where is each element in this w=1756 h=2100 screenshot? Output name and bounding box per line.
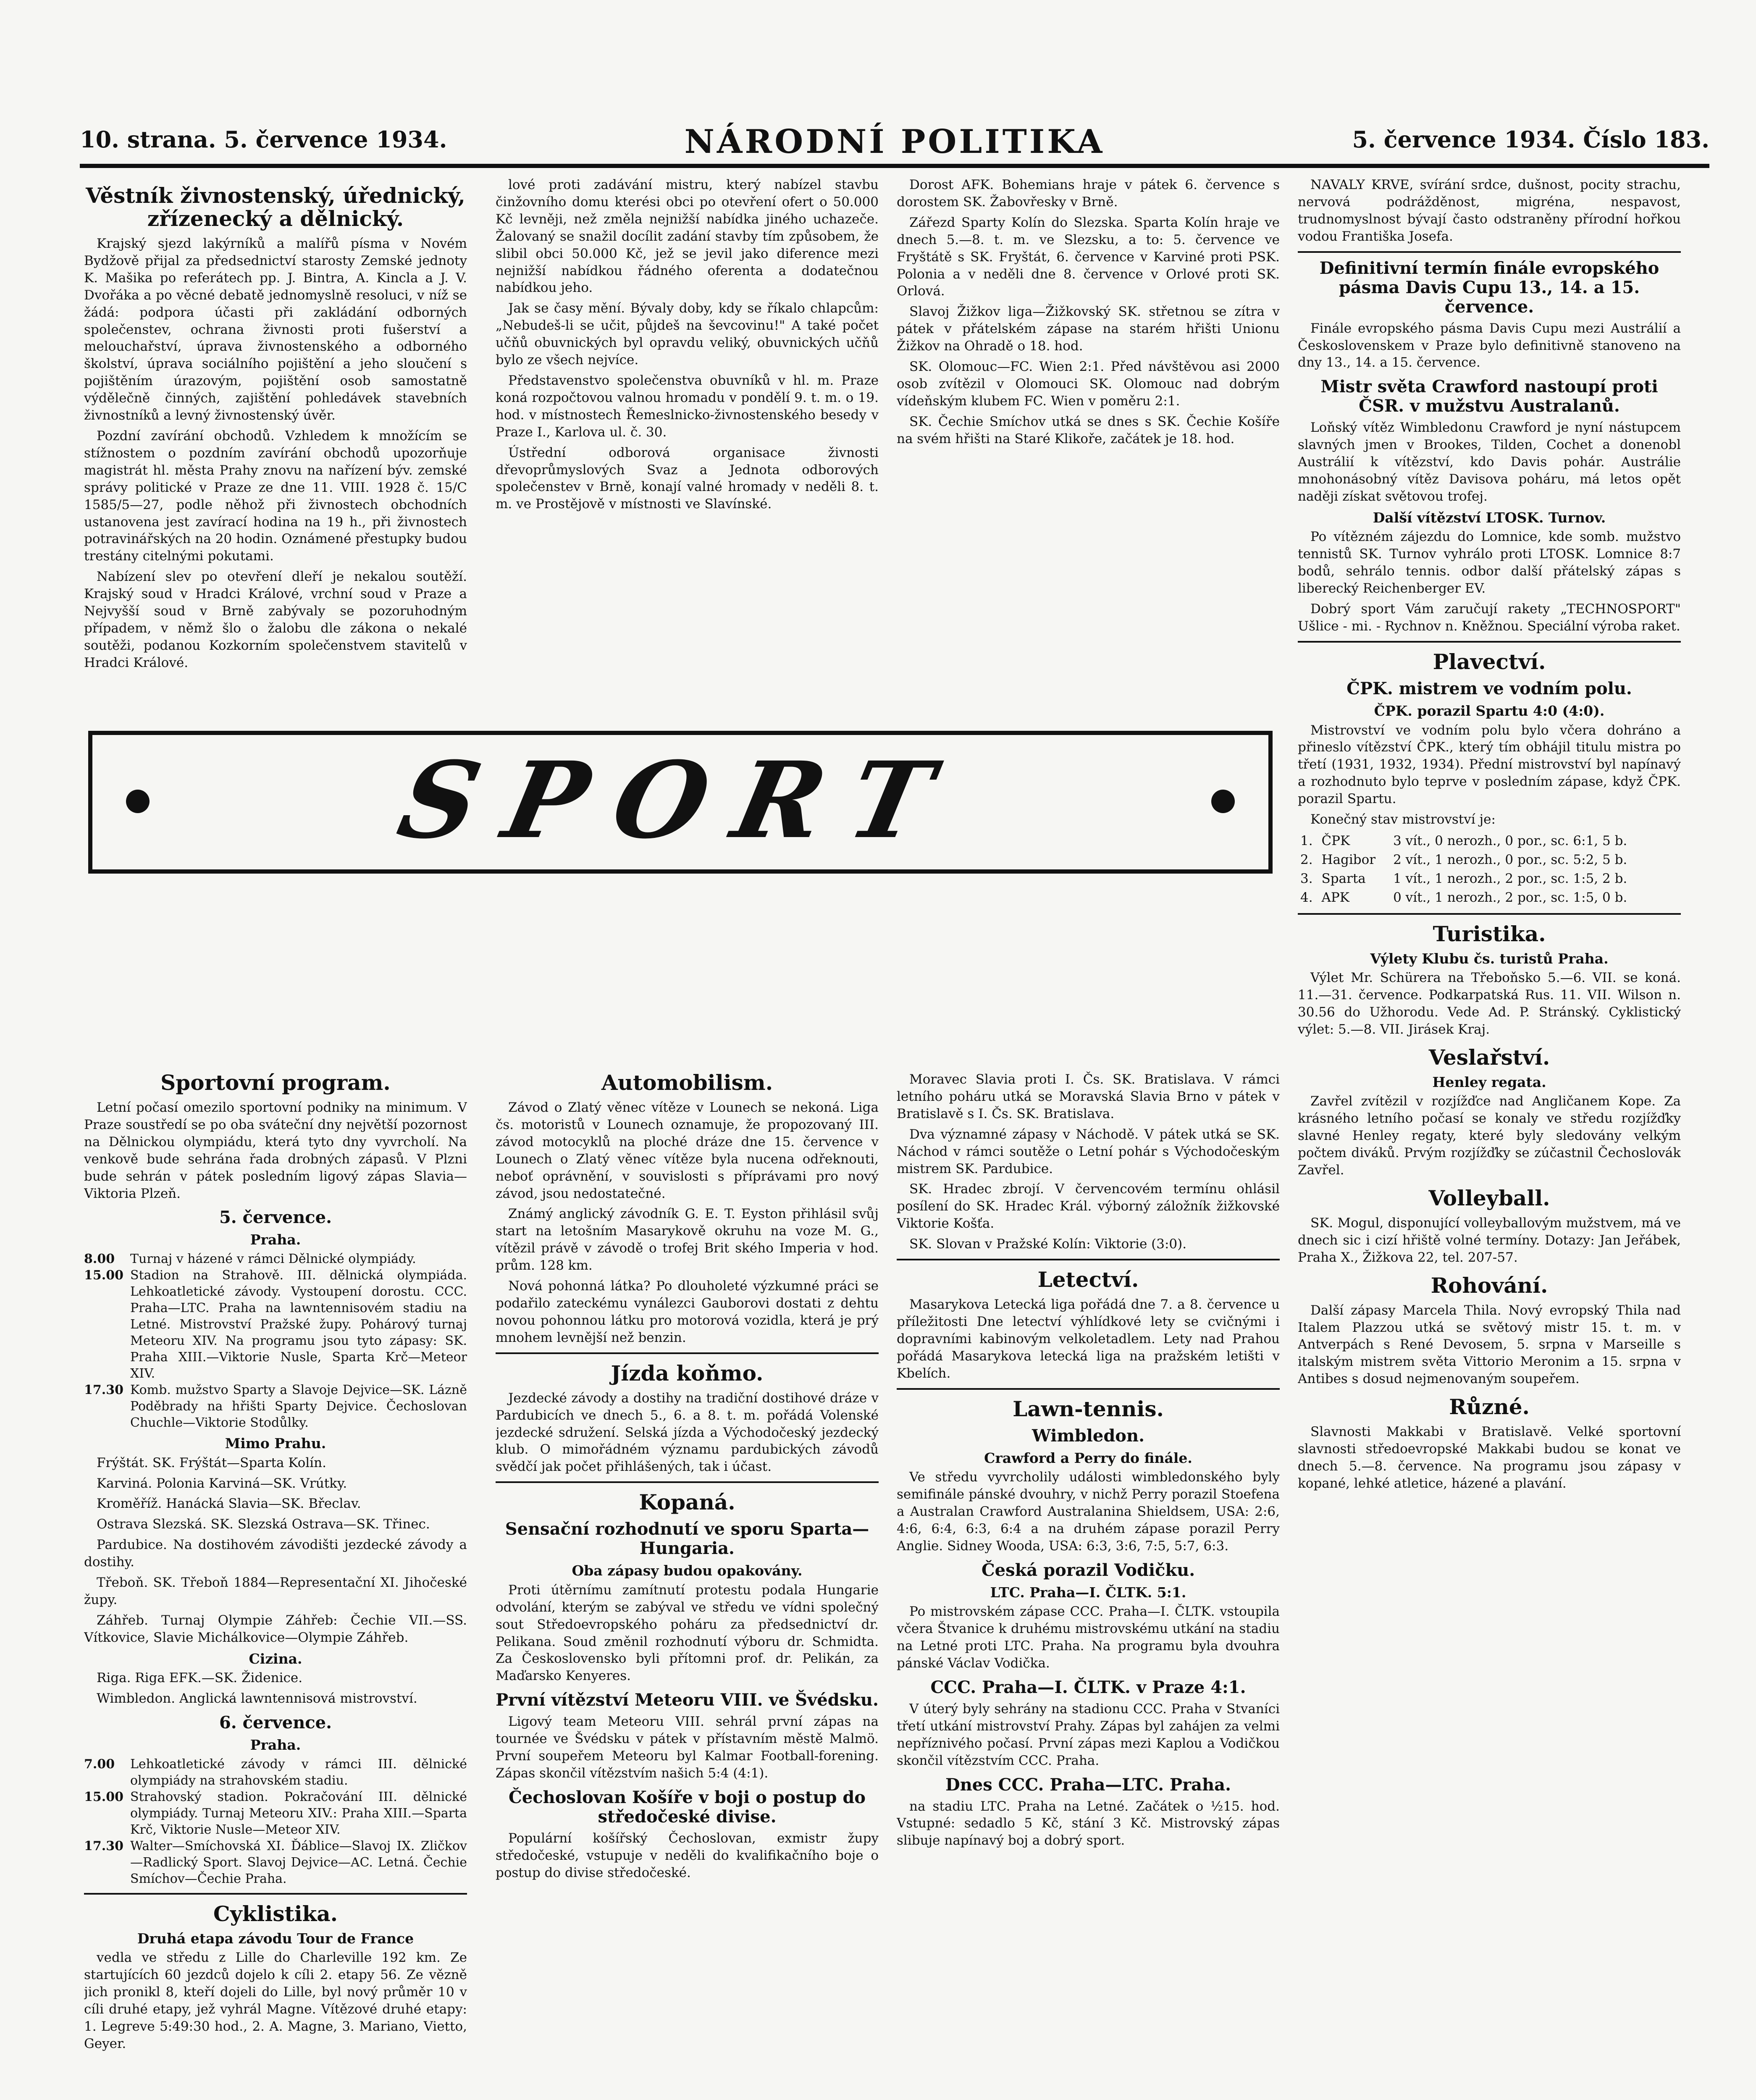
- sport-program-intro: Letní počasí omezilo sportovní podniky na minimum. V Praze soustředí se po oba sváteční dny největší pozornost na Dělnickou olympiádu, která tyto dny vyvrcholí. Na venkově bude sehrána řada drobných zápasů. V Plzni bude sehrán v pátek posledním ligový zápas Slavia—Viktoria Plzeň.: [84, 1100, 467, 1201]
- riding-text: Jezdecké závody a dostihy na tradiční dostihové dráze v Pardubicích ve dnech 5., 6. a 8. t. m. pořádá Volenské jezdecké sdružení. Selská jízda a Východočeský jezdecký klub. O mimořádném významu pardubických závodů svědčí jak počet přihlášených, tak i účast.: [496, 1390, 879, 1475]
- riding-title: Jízda koňmo.: [611, 1360, 764, 1386]
- trade-bulletin: [84, 176, 467, 727]
- football-item: SK. Hradec zbrojí. V červencovém termínu ohlásil posílení do SK. Hradec Král. výborný záložník žižkovské Viktorie Košťa.: [897, 1181, 1280, 1231]
- cycling-text: vedla ve středu z Lille do Charleville 192 km. Ze startujících 60 jezdců dojelo k cíli 2. etapy 56. Ze vězně jich pronikl 8, kteří dojeli do Lille, byl nový průměr 10 v cíli druhé etapy, jež vyhrál Magne. Vítězové druhé etapy: 1. Legreve 5:49:30 hod., 2. A. Magne, 3. Mariano, Vietto, Geyer.: [84, 1950, 467, 2051]
- technosport-advert: Dobrý sport Vám zaručují rakety „TECHNOSPORT" Ušlice - mi. - Rychnov n. Kněžnou. Speciální výroba raket.: [1298, 601, 1681, 634]
- football-news: [897, 176, 1280, 727]
- trade-item: Jak se časy mění. Bývaly doby, kdy se říkalo chlapcům: „Nebudeš-li se učit, půjdeš na ševcovinu!" A také počet učňů obuvnických byl opravdu veliký, obuvnických učňů bylo ze všech nejvíce.: [496, 301, 879, 368]
- boxing-text: Další zápasy Marcela Thila. Nový evropský Thila nad Italem Plazzou utká se světový mistr 15. t. m. v Antverpách s René Devosem, 5. srpna v Marseille s italským mistrem světa Vittorio Meronim a 15. srpna v Antibes s dosud nejmenovaným soupeřem.: [1298, 1302, 1681, 1387]
- table-row: 3. Sparta 1 vít., 1 nerozh., 2 por., sc. 1:5, 2 b.: [1300, 871, 1627, 886]
- meteor-title: První vítězství Meteoru VIII. ve Švédsku.: [496, 1690, 879, 1710]
- divider: [897, 1259, 1280, 1260]
- sport-program: [84, 1071, 467, 2053]
- kosire-text: Populární košířský Čechoslovan, exmistr župy středočeské, vstupuje v neděli do kvalifikačního boje o postup do divise středočeské.: [496, 1830, 879, 1880]
- tennis-title: Lawn-tennis.: [1013, 1396, 1164, 1421]
- city-heading: Praha.: [250, 1737, 301, 1754]
- advert-text: NAVALY KRVE, svírání srdce, dušnost, pocity strachu, nervová podrážděnost, migréna, nespavost, trudnomyslnost bývají často odstraněny přírodní hořkou vodou Františka Josefa.: [1298, 177, 1681, 244]
- tourism-text: Výlet Mr. Schürera na Třeboňsko 5.—6. VII. se koná. 11.—31. července. Podkarpatská Rus. 11. VII. Wilson n. 30.56 do Užhorodu. Vede Ad. P. Stránský. Cyklistický výlet: 5.—8. VII. Jirásek Kraj.: [1298, 970, 1681, 1037]
- standings-table: [1298, 832, 1681, 907]
- column-3-sport: [897, 1071, 1280, 1849]
- divider: [496, 1352, 879, 1354]
- auto-item: Nová pohonná látka? Po dlouholeté výzkumné práci se podařilo zateckému vynálezci Gauborovi dostati z dehtu novou pohonnou látku pro motorová vozidla, která je prý mnohem levnější než benzin.: [496, 1278, 879, 1345]
- trade-item: Ústřední odborová organisace živnosti dřevoprůmyslových Svaz a Jednota odborových společenstev v Brně, konají valné hromady v neděli 8. t. m. ve Prostějově v místnosti ve Slavínské.: [496, 445, 879, 512]
- football-subtitle: Sensační rozhodnutí ve sporu Sparta—Hungaria.: [505, 1519, 869, 1559]
- schedule-row: 7.00 Lehkoatletické závody v rámci III. dělnické olympiády na strahovském stadiu.: [84, 1756, 467, 1788]
- schedule-row: 15.00 Strahovský stadion. Pokračování III. dělnické olympiády. Turnaj Meteoru XIV.: Praha XIII.—Sparta Krč, Viktorie Nusle—Meteor XIV.: [84, 1789, 467, 1837]
- outside-heading: Mimo Prahu.: [225, 1435, 326, 1452]
- misc-text: Slavnosti Makkabi v Bratislavě. Velké sportovní slavnosti středoevropské Makkabi budou se konat ve dnech 5.—8. července. Na programu jsou zápasy v kopané, lehké atletice, házené a plavání.: [1298, 1424, 1681, 1491]
- football-item: Moravec Slavia proti I. Čs. SK. Bratislava. V rámci letního poháru utká se Moravská Slavia Brno v pátek v Bratislavě s I. Čs. SK. Bratislava.: [897, 1072, 1280, 1121]
- cesko-text: Po mistrovském zápase CCC. Praha—I. ČLTK. vstoupila včera Štvanice k druhému mistrovskému utkání na stadiu na Letné proti LTC. Praha. Na programu byla dvouhra pánské Václav Vodička.: [897, 1604, 1280, 1671]
- cesko-subtitle: LTC. Praha—I. ČLTK. 5:1.: [990, 1584, 1186, 1601]
- football-title: Kopaná.: [639, 1490, 735, 1515]
- outside-item: Ostrava Slezská. SK. Slezská Ostrava—SK. Třinec.: [97, 1517, 430, 1532]
- dnes-title: Dnes CCC. Praha—LTC. Praha.: [945, 1774, 1231, 1795]
- day-heading: 5. července.: [219, 1208, 332, 1228]
- table-row: 4. APK 0 vít., 1 nerozh., 2 por., sc. 1:5, 0 b.: [1300, 890, 1627, 905]
- volleyball-text: SK. Mogul, disponující volleyballovým mužstvem, má ve dnech sic i cizí hřiště volné termíny. Dotazy: Jan Jeřábek, Praha X., Žižkova 22, tel. 207-57.: [1298, 1215, 1681, 1265]
- trade-item: Pozdní zavírání obchodů. Vzhledem k množícím se stížnostem o pozdním zavírání obchodů upozorňuje magistrát hl. města Prahy znovu na nařízení býv. zemské správy politické v Praze ze dne 11. VIII. 1928 č. 15/C 1585/5—27, podle něhož při živnostech obchodních ustanovena jest zavírací hodina na 19 h., při živnostech potravinářských na 20 hodin. Oznámené přestupky budou trestány citelnými pokutami.: [84, 428, 467, 564]
- divider: [1298, 913, 1681, 915]
- table-row: 2. Hagibor 2 vít., 1 nerozh., 0 por., sc. 5:2, 5 b.: [1300, 852, 1627, 867]
- outside-item: Frýštát. SK. Frýštát—Sparta Kolín.: [97, 1455, 326, 1470]
- day-heading: 6. července.: [219, 1713, 332, 1733]
- banner-dot-right: [1211, 790, 1235, 813]
- football-item: SK. Slovan v Pražské Kolín: Viktorie (3:0).: [909, 1236, 1187, 1252]
- auto-title: Automobilism.: [601, 1070, 773, 1095]
- abroad-item: Wimbledon. Anglická lawntennisová mistrovství.: [97, 1691, 417, 1706]
- davis-title: Definitivní termín finále evropského pásma Davis Cupu 13., 14. a 15. července.: [1319, 258, 1659, 317]
- abroad-heading: Cizina.: [249, 1650, 302, 1667]
- newspaper-title: NÁRODNÍ POLITIKA: [684, 123, 1105, 161]
- wimbledon-text: Ve středu vyvrcholily události wimbledonského byly semifinále pánské dvouhry, v nichž Perry porazil Stoefena a Australan Crawford Australanina Shieldsem, USA: 2:6, 4:6, 6:4, 6:3, 6:4 a na druhém zápase porazil Perry Anglie. Sidney Wooda, USA: 6:3, 3:6, 7:5, 5:7, 6:3.: [897, 1470, 1280, 1554]
- page-date-left: 10. strana. 5. července 1934.: [80, 126, 447, 153]
- trade-item: Nabízení slev po otevření dleří je nekalou soutěží. Krajský soud v Hradci Králové, vrchní soud v Praze a Nejvyšší soud v Brně zabývaly se pozoruhodným případem, v němž šlo o žalobu dle zákona o nekalé soutěži, podanou Kozkorním společenstvem stavitelů v Hradci Králové.: [84, 569, 467, 670]
- football-item: SK. Čechie Smíchov utká se dnes s SK. Čechie Košíře na svém hřišti na Staré Klikoře, začátek je 18. hod.: [897, 414, 1280, 446]
- divider: [84, 1893, 467, 1895]
- football-item: Zářezd Sparty Kolín do Slezska. Sparta Kolín hraje ve dnech 5.—8. t. m. ve Slezsku, a to: 5. července ve Fryštátě s SK. Fryštát, 6. července v Karviné proti PSK. Polonia a v neděli dne 8. července v Orlové proti SK. Orlová.: [897, 215, 1280, 299]
- sport-banner-word: SPORT: [388, 738, 972, 862]
- swimming-title: Plavectví.: [1433, 649, 1546, 674]
- trade-item: Krajský sjezd lakýrníků a malířů písma v Novém Bydžově přijal za předsednictví starosty Zemské jednoty K. Mašika po referátech pp. J. Bintra, A. Kincla a J. V. Dvořáka a po věcné debatě jednomyslně resoluci, v níž se žádá: podpora účasti při zakládání odborných společenstev, ochrana živnosti proti fušerství a melouchařství, úprava živnostenského a odborného školství, úprava sociálního pojištění a jeho sloučení s pojištěním úrazovým, pojištění osob samostatně výdělečně činných, zajištění pohledávek stavebních živnostníků a levný živnostenský úvěr.: [84, 236, 467, 423]
- misc-title: Různé.: [1449, 1394, 1530, 1420]
- football-subtitle-2: Oba zápasy budou opakovány.: [572, 1562, 803, 1579]
- column-2-sport: [496, 1071, 879, 1882]
- football-item: SK. Olomouc—FC. Wien 2:1. Před návštěvou asi 2000 osob zvítězil v Olomouci SK. Olomouc nad dobrým vídeňským klubem FC. Wien v poměru 2:1.: [897, 359, 1280, 409]
- outside-item: Kroměříž. Hanácká Slavia—SK. Břeclav.: [97, 1496, 361, 1512]
- trade-bulletin-continued: [496, 176, 879, 727]
- city-heading: Praha.: [250, 1231, 301, 1248]
- divider: [897, 1388, 1280, 1390]
- ccc-title: CCC. Praha—I. ČLTK. v Praze 4:1.: [930, 1677, 1246, 1697]
- sport-banner: [88, 731, 1273, 874]
- trade-item: lové proti zadávání mistru, který nabízel stavbu činžovního domu kterési obci po otevření ofert o 50.000 Kč levněji, než změla nejnižší nabídka jiného uchazeče. Žalovaný se snažil docílit zadání stavby tím způsobem, že slibil obci 50.000 Kč, jež se jevil jako diference mezi nejnižší nabídkou řádného oferenta a dodatečnou nabídkou jeho.: [496, 177, 879, 296]
- crawford-title: Mistr světa Crawford nastoupí proti ČSR. v mužstvu Australanů.: [1320, 377, 1658, 416]
- outside-item: Karviná. Polonia Karviná—SK. Vrútky.: [97, 1475, 347, 1491]
- dnes-text: na stadiu LTC. Praha na Letné. Začátek o ½15. hod. Vstupné: sedadlo 5 Kč, stání 3 Kč. Mistrovský zápas slibuje napínavý boj a dobrý sport.: [897, 1798, 1280, 1848]
- football-item: Dorost AFK. Bohemians hraje v pátek 6. července s dorostem SK. Žabovřesky v Brně.: [897, 177, 1280, 210]
- rowing-title: Veslařství.: [1428, 1045, 1550, 1070]
- rowing-subtitle: Henley regata.: [1432, 1074, 1546, 1090]
- cesko-title: Česká porazil Vodičku.: [981, 1560, 1195, 1580]
- schedule-row: 8.00 Turnaj v házené v rámci Dělnické olympiády.: [84, 1252, 416, 1267]
- standings-title: Konečný stav mistrovství je:: [1310, 812, 1496, 827]
- cycling-title: Cyklistika.: [213, 1901, 338, 1926]
- boxing-title: Rohování.: [1431, 1273, 1548, 1298]
- tourism-subtitle: Výlety Klubu čs. turistů Praha.: [1370, 950, 1609, 967]
- tourism-title: Turistika.: [1433, 921, 1546, 946]
- cpk-subtitle: ČPK. porazil Spartu 4:0 (4:0).: [1374, 702, 1605, 719]
- column-2: [496, 176, 879, 2100]
- schedule-row: 17.30 Komb. mužstvo Sparty a Slavoje Dejvice—SK. Lázně Poděbrady na hřišti Sparty Dejvice. Čechoslovan Chuchle—Viktorie Stodůlky.: [84, 1383, 467, 1431]
- meteor-text: Ligový team Meteoru VIII. sehrál první zápas na tournée ve Švédsku v pátek v přístavním městě Malmö. První soupeřem Meteoru byl Kalmar Football-forening. Zápas skončil vítězstvím našich 5:4 (4:1).: [496, 1714, 879, 1781]
- wimbledon-subtitle: Crawford a Perry do finále.: [984, 1449, 1192, 1466]
- cpk-text: Mistrovství ve vodním polu bylo včera dohráno a přineslo vítězství ČPK., který tím obhájil titulu mistra po třetí (1931, 1932, 1934). Přední mistrovství byl napínavý a rozhodnuto bylo teprve v posledním zápase, když ČPK. porazil Spartu.: [1298, 722, 1681, 807]
- issue-number-right: 5. července 1934. Číslo 183.: [1352, 126, 1709, 153]
- schedule-row: 17.30 Walter—Smíchovská XI. Ďáblice—Slavoj IX. Zličkov—Radlický Sport. Slavoj Dejvice—AC. Letná. Čechie Smíchov—Čechie Praha.: [84, 1838, 467, 1886]
- table-row: 1. ČPK 3 vít., 0 nerozh., 0 por., sc. 6:1, 5 b.: [1300, 833, 1627, 848]
- crawford-text: Loňský vítěz Wimbledonu Crawford je nyní nástupcem slavných jmen v Brookes, Tilden, Cochet a donenobl Austrálií k vítězství, kdo Davis pohár. Austrálie mnohonásobný vítěz Davisova poháru, má letos opět naději získat světovou trofej.: [1298, 420, 1681, 504]
- ltosk-text: Po vítězném zájezdu do Lomnice, kde somb. mužstvo tennistů SK. Turnov vyhrálo proti LTOSK. Lomnice 8:7 bodů, sehrálo tennis. odbor další přátelský zápas s liberecký Reichenberger EV.: [1298, 529, 1681, 596]
- football-item: Dva významné zápasy v Náchodě. V pátek utká se SK. Náchod v rámci soutěže o Letní pohár s Východočeským mistrem SK. Pardubice.: [897, 1126, 1280, 1176]
- outside-item: Třeboň. SK. Třeboň 1884—Representační XI. Jihočeské župy.: [84, 1575, 467, 1607]
- davis-text: Finále evropského pásma Davis Cupu mezi Austrálií a Československem v Praze bylo definitivně stanoveno na dny 13., 14. a 15. července.: [1298, 320, 1681, 370]
- masthead: [80, 123, 1709, 168]
- outside-item: Pardubice. Na dostihovém závodišti jezdecké závody a dostihy.: [84, 1537, 467, 1570]
- banner-dot-left: [126, 790, 150, 813]
- abroad-item: Riga. Riga EFK.—SK. Židenice.: [97, 1670, 303, 1686]
- auto-item: Známý anglický závodník G. E. T. Eyston přihlásil svůj start na letošním Masarykově okruhu na voze M. G., vítězil právě v závodě o trofej Brit ského Imperia v hod. prům. 128 km.: [496, 1206, 879, 1273]
- football-item: Slavoj Žižkov liga—Žižkovský SK. střetnou se zítra v pátek v přátelském zápase na starém hřišti Unionu Žižkov na Ohradě o 18. hod.: [897, 304, 1280, 354]
- auto-item: Závod o Zlatý věnec vítěze v Lounech se nekoná. Liga čs. motoristů v Lounech oznamuje, že propozovaný III. závod motocyklů na ploché dráze dne 15. července v Lounech o Zlatý věnec vítěze byla nucena odřeknouti, neboť oprávnění, v souvislosti s příprávami pro nový závod, jsou nedostatečné.: [496, 1100, 879, 1201]
- divider: [1298, 251, 1681, 253]
- column-1: [84, 176, 467, 2100]
- volleyball-title: Volleyball.: [1428, 1185, 1550, 1210]
- schedule-row: 15.00 Stadion na Strahově. III. dělnická olympiáda. Lehkoatletické závody. Vystoupení dorostu. CCC. Praha—LTC. Praha na lawntennisovém stadiu na Letné. Mistrovství Pražské župy. Pohárový turnaj Meteoru XIV. Na programu jsou tyto zápasy: SK. Praha XIII.—Viktorie Nusle, Sparta Krč—Meteor XIV.: [84, 1268, 467, 1381]
- trade-item: Představenstvo společenstva obuvníků v hl. m. Praze koná rozpočtovou valnou hromadu v pondělí 9. t. m. o 19. hod. v místnostech Řemeslnicko-živnostenského besedy v Praze I., Karlova ul. č. 30.: [496, 373, 879, 440]
- rowing-text: Zavřel zvítězil v rozjížďce nad Angličanem Kope. Za krásného letního počasí se konaly ve středu rozjížďky slavné Henley regaty, které byly sledovány velkým počtem diváků. Prvým rozjížďky se zúčastnil Čechoslovák Zavřel.: [1298, 1094, 1681, 1178]
- column-4: [1298, 176, 1681, 2100]
- ccc-text: V úterý byly sehrány na stadionu CCC. Praha v Stvaníci třetí utkání mistrovství Prahy. Zápas byl zahájen za velmi nepříznivého počasí. První zápas mezi Kaplou a Vodičkou skončil vítězstvím CCC. Praha.: [897, 1701, 1280, 1768]
- cpk-title: ČPK. mistrem ve vodním polu.: [1347, 678, 1632, 698]
- divider: [496, 1481, 879, 1483]
- sport-program-title: Sportovní program.: [160, 1070, 391, 1095]
- football-text: Proti útěrnímu zamítnutí protestu podala Hungarie odvolání, kterým se zabýval ve středu ve vídni společný sout Středoevropského poháru za předsednictví dr. Pelikana. Soud změnil rozhodnutí výboru dr. Schmidta. Za Československo byli přítomni prof. dr. Pelikán, za Maďarsko Kenyeres.: [496, 1582, 879, 1684]
- outside-item: Záhřeb. Turnaj Olympie Záhřeb: Čechie VII.—SS. Vítkovice, Slavie Michálkovice—Olympie Záhřeb.: [84, 1612, 467, 1645]
- cycling-subtitle: Druhá etapa závodu Tour de France: [137, 1930, 414, 1947]
- wimbledon-heading: Wimbledon.: [1032, 1425, 1144, 1446]
- trade-bulletin-title: Věstník živnostenský, úřednický, zřízenecký a dělnický.: [86, 183, 465, 231]
- column-3: [897, 176, 1280, 2100]
- aviation-title: Letectví.: [1037, 1267, 1139, 1292]
- aviation-text: Masarykova Letecká liga pořádá dne 7. a 8. července u příležitosti Dne letectví výhlídkové lety se cvičnými i dopravními kabinovým velkoletadlem. Lety nad Prahou pořádá Masarykova letecká liga na pražském letišti v Kbelích.: [897, 1297, 1280, 1381]
- divider: [1298, 641, 1681, 643]
- kosire-title: Čechoslovan Košíře v boji o postup do středočeské divise.: [509, 1787, 866, 1827]
- ltosk-title: Další vítězství LTOSK. Turnov.: [1373, 509, 1606, 526]
